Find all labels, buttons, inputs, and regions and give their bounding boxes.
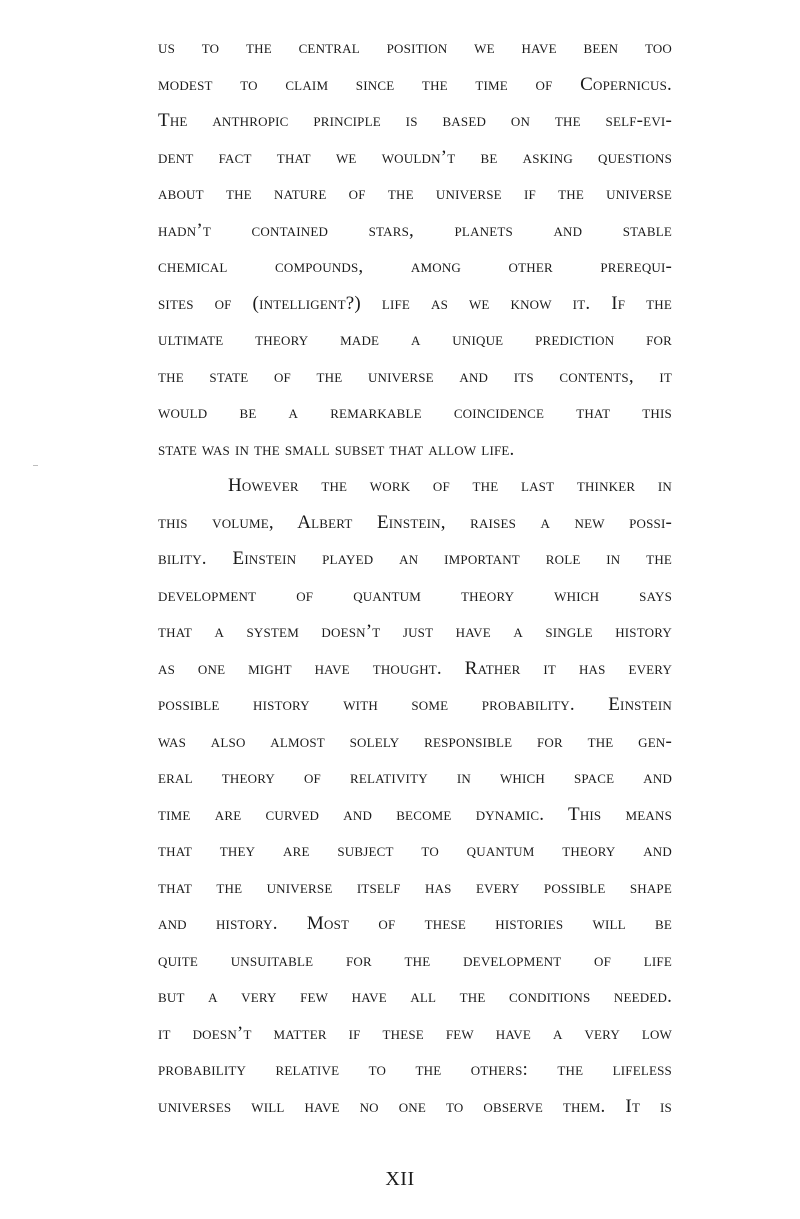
- text-line: hadn’t contained stars, planets and stable: [158, 219, 673, 241]
- text-line: dent fact that we wouldn’t be asking questions: [158, 146, 673, 168]
- page-number: XII: [385, 1168, 415, 1190]
- text-line: this volume, Albert Einstein, raises a new possi-: [158, 511, 673, 533]
- text-line: as one might have thought. Rather it has every: [158, 657, 673, 679]
- text-line: about the nature of the universe if the universe: [158, 183, 673, 204]
- text-line: ultimate theory made a unique prediction for: [158, 329, 672, 350]
- text-line: probability relative to the others: the lifeless: [158, 1059, 672, 1080]
- text-line: possible history with some probability. Einstein: [158, 694, 672, 715]
- text-line: that the universe itself has every possible shape: [158, 876, 672, 898]
- text-line: and history. Most of these histories will be: [158, 913, 672, 934]
- text-line: would be a remarkable coincidence that this: [158, 402, 672, 423]
- text-line: time are curved and become dynamic. This means: [158, 803, 673, 825]
- text-line: that a system doesn’t just have a single history: [158, 621, 672, 642]
- text-line: chemical compounds, among other prerequi-: [158, 256, 673, 277]
- text-line: The anthropic principle is based on the self-evi-: [158, 110, 672, 131]
- text-line: universes will have no one to observe them. It is: [158, 1095, 672, 1117]
- text-line: sites of (intelligent?) life as we know it. If the: [158, 292, 672, 314]
- body-text: [158, 30, 672, 1125]
- text-line: However the work of the last thinker in: [228, 475, 672, 496]
- scan-speck: [33, 465, 38, 466]
- text-line: state was in the small subset that allow life.: [158, 438, 515, 460]
- text-line: was also almost solely responsible for the gen-: [158, 730, 673, 752]
- text-line: eral theory of relativity in which space and: [158, 767, 673, 788]
- text-line: modest to claim since the time of Copernicus.: [158, 73, 673, 95]
- text-line: that they are subject to quantum theory and: [158, 840, 672, 861]
- text-line: development of quantum theory which says: [158, 584, 672, 606]
- text-line: but a very few have all the conditions needed.: [158, 986, 673, 1007]
- text-line: quite unsuitable for the development of life: [158, 949, 672, 971]
- text-line: it doesn’t matter if these few have a very low: [158, 1022, 673, 1044]
- text-line: us to the central position we have been too: [158, 37, 673, 58]
- text-line: the state of the universe and its contents, it: [158, 365, 673, 387]
- text-line: bility. Einstein played an important role in the: [158, 548, 673, 569]
